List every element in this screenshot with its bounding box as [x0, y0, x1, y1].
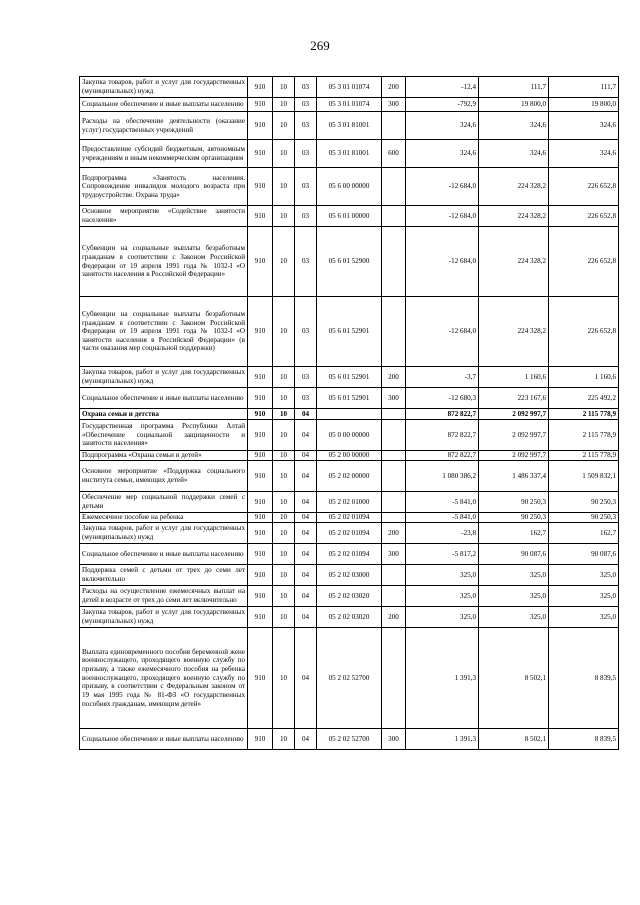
cell-amount-3: 90 087,6	[549, 544, 619, 565]
cell-amount-3: 226 652,8	[549, 297, 619, 367]
cell-ved: 910	[248, 297, 273, 367]
cell-target-article: 05 3 01 81001	[317, 140, 382, 168]
cell-amount-1: 324,6	[406, 112, 479, 140]
cell-razdel: 10	[273, 98, 295, 112]
cell-target-article: 05 3 01 81001	[317, 112, 382, 140]
cell-amount-2: 1 486 337,4	[479, 461, 549, 492]
cell-podrazdel: 04	[295, 492, 317, 513]
cell-expense-type: 200	[382, 77, 406, 98]
row-name: Субвенции на социальные выплаты безработным гражданам в соответствии с Законом Российской Федерации от 19 апреля 1991 года № 1032-I «О занятости населения в Российской Федерации» (в части оказания мер социальной поддержки)	[80, 297, 248, 367]
cell-amount-2: 325,0	[479, 586, 549, 607]
cell-target-article: 05 2 02 03020	[317, 586, 382, 607]
cell-podrazdel: 04	[295, 523, 317, 544]
cell-amount-2: 90 250,3	[479, 492, 549, 513]
cell-amount-1: -12 684,0	[406, 168, 479, 206]
table-row	[80, 297, 619, 367]
cell-amount-3: 8 839,5	[549, 628, 619, 729]
cell-amount-2: 90 250,3	[479, 513, 549, 523]
budget-table	[79, 76, 619, 750]
cell-amount-3: 90 250,3	[549, 492, 619, 513]
cell-amount-1: -12 684,0	[406, 297, 479, 367]
cell-podrazdel: 04	[295, 420, 317, 451]
cell-razdel: 10	[273, 513, 295, 523]
cell-amount-3: 2 115 778,9	[549, 409, 619, 420]
cell-target-article: 05 2 00 00000	[317, 451, 382, 461]
cell-target-article: 05 2 02 03000	[317, 565, 382, 586]
cell-expense-type: 200	[382, 367, 406, 388]
cell-podrazdel: 03	[295, 206, 317, 227]
cell-podrazdel: 04	[295, 607, 317, 628]
cell-ved: 910	[248, 168, 273, 206]
cell-razdel: 10	[273, 77, 295, 98]
cell-ved: 910	[248, 77, 273, 98]
cell-target-article: 05 2 02 52700	[317, 628, 382, 729]
cell-razdel: 10	[273, 451, 295, 461]
cell-target-article: 05 6 01 52901	[317, 297, 382, 367]
cell-razdel: 10	[273, 523, 295, 544]
cell-amount-3: 226 652,8	[549, 227, 619, 297]
row-name: Охрана семьи и детства	[80, 409, 248, 420]
table-row	[80, 492, 619, 513]
cell-expense-type: 200	[382, 523, 406, 544]
table-row	[80, 523, 619, 544]
cell-amount-2: 223 167,6	[479, 388, 549, 409]
row-name: Социальное обеспечение и иные выплаты населению	[80, 729, 248, 750]
cell-expense-type	[382, 461, 406, 492]
cell-amount-2: 19 800,0	[479, 98, 549, 112]
cell-amount-1: -12,4	[406, 77, 479, 98]
table-row	[80, 451, 619, 461]
cell-amount-1: -5 841,0	[406, 492, 479, 513]
cell-expense-type	[382, 297, 406, 367]
table-row	[80, 420, 619, 451]
cell-ved: 910	[248, 729, 273, 750]
cell-amount-3: 111,7	[549, 77, 619, 98]
cell-amount-2: 224 328,2	[479, 227, 549, 297]
cell-target-article: 05 3 01 01074	[317, 77, 382, 98]
cell-razdel: 10	[273, 628, 295, 729]
cell-podrazdel: 04	[295, 461, 317, 492]
cell-podrazdel: 04	[295, 628, 317, 729]
cell-podrazdel: 04	[295, 409, 317, 420]
cell-amount-2: 1 160,6	[479, 367, 549, 388]
cell-podrazdel: 03	[295, 168, 317, 206]
table-row	[80, 206, 619, 227]
cell-target-article: 05 6 01 00000	[317, 206, 382, 227]
cell-ved: 910	[248, 513, 273, 523]
cell-target-article: 05 2 02 01094	[317, 523, 382, 544]
table-row	[80, 112, 619, 140]
cell-target-article	[317, 409, 382, 420]
row-name: Субвенции на социальные выплаты безработным гражданам в соответствии с Законом Российской Федерации от 19 апреля 1991 года № 1032-I «О занятости населения в Российской Федерации»	[80, 227, 248, 297]
cell-amount-3: 90 250,3	[549, 513, 619, 523]
cell-amount-3: 325,0	[549, 586, 619, 607]
cell-amount-1: -12 680,3	[406, 388, 479, 409]
cell-target-article: 05 6 00 00000	[317, 168, 382, 206]
cell-target-article: 05 6 01 52900	[317, 227, 382, 297]
cell-amount-1: -12 684,0	[406, 206, 479, 227]
cell-amount-1: -3,7	[406, 367, 479, 388]
cell-expense-type	[382, 420, 406, 451]
cell-ved: 910	[248, 628, 273, 729]
cell-razdel: 10	[273, 729, 295, 750]
cell-amount-1: 325,0	[406, 565, 479, 586]
cell-amount-2: 8 502,1	[479, 729, 549, 750]
cell-podrazdel: 03	[295, 140, 317, 168]
cell-target-article: 05 3 01 01074	[317, 98, 382, 112]
table-row	[80, 140, 619, 168]
cell-ved: 910	[248, 420, 273, 451]
row-name: Закупка товаров, работ и услуг для государственных (муниципальных) нужд	[80, 523, 248, 544]
table-row	[80, 168, 619, 206]
cell-ved: 910	[248, 388, 273, 409]
cell-amount-2: 325,0	[479, 607, 549, 628]
cell-ved: 910	[248, 367, 273, 388]
cell-ved: 910	[248, 544, 273, 565]
cell-expense-type	[382, 513, 406, 523]
cell-expense-type	[382, 206, 406, 227]
cell-target-article: 05 0 00 00000	[317, 420, 382, 451]
cell-amount-3: 324,6	[549, 112, 619, 140]
cell-amount-1: -5 841,0	[406, 513, 479, 523]
cell-podrazdel: 04	[295, 513, 317, 523]
cell-ved: 910	[248, 607, 273, 628]
cell-amount-3: 225 492,2	[549, 388, 619, 409]
cell-razdel: 10	[273, 112, 295, 140]
cell-ved: 910	[248, 565, 273, 586]
cell-podrazdel: 04	[295, 451, 317, 461]
table-row	[80, 77, 619, 98]
row-name: Закупка товаров, работ и услуг для государственных (муниципальных) нужд	[80, 77, 248, 98]
cell-razdel: 10	[273, 544, 295, 565]
cell-target-article: 05 2 02 52700	[317, 729, 382, 750]
table-row	[80, 227, 619, 297]
cell-expense-type	[382, 409, 406, 420]
cell-expense-type	[382, 565, 406, 586]
cell-expense-type: 200	[382, 607, 406, 628]
table-row	[80, 367, 619, 388]
table-row	[80, 98, 619, 112]
cell-podrazdel: 04	[295, 586, 317, 607]
cell-ved: 910	[248, 409, 273, 420]
row-name: Выплата единовременного пособия беременной жене военнослужащего, проходящего военную службу по призыву, а также ежемесячного пособия на ребенка военнослужащего, проходящего военную службу по призыву, в соответствии с Федеральным законом от 19 мая 1995 года № 81-ФЗ «О государственных пособиях гражданам, имеющим детей»	[80, 628, 248, 729]
cell-amount-1: 872 822,7	[406, 451, 479, 461]
table-row	[80, 409, 619, 420]
cell-expense-type	[382, 586, 406, 607]
cell-expense-type	[382, 451, 406, 461]
cell-amount-2: 224 328,2	[479, 168, 549, 206]
row-name: Закупка товаров, работ и услуг для государственных (муниципальных) нужд	[80, 607, 248, 628]
cell-razdel: 10	[273, 388, 295, 409]
cell-amount-3: 226 652,8	[549, 168, 619, 206]
cell-target-article: 05 2 02 01094	[317, 513, 382, 523]
cell-expense-type: 300	[382, 98, 406, 112]
cell-amount-3: 226 652,8	[549, 206, 619, 227]
cell-amount-3: 325,0	[549, 607, 619, 628]
cell-amount-3: 324,6	[549, 140, 619, 168]
row-name: Социальное обеспечение и иные выплаты населению	[80, 98, 248, 112]
cell-podrazdel: 03	[295, 367, 317, 388]
table-row	[80, 544, 619, 565]
cell-razdel: 10	[273, 607, 295, 628]
cell-target-article: 05 2 02 01094	[317, 544, 382, 565]
cell-razdel: 10	[273, 565, 295, 586]
cell-expense-type	[382, 112, 406, 140]
row-name: Социальное обеспечение и иные выплаты населению	[80, 388, 248, 409]
cell-target-article: 05 2 02 03020	[317, 607, 382, 628]
row-name: Обеспечение мер социальной поддержки семей с детьми	[80, 492, 248, 513]
table-row	[80, 461, 619, 492]
cell-ved: 910	[248, 140, 273, 168]
cell-amount-2: 324,6	[479, 112, 549, 140]
cell-amount-3: 8 839,5	[549, 729, 619, 750]
cell-podrazdel: 04	[295, 544, 317, 565]
cell-ved: 910	[248, 461, 273, 492]
cell-amount-1: -792,9	[406, 98, 479, 112]
cell-amount-2: 325,0	[479, 565, 549, 586]
cell-amount-1: 872 822,7	[406, 409, 479, 420]
cell-razdel: 10	[273, 409, 295, 420]
cell-amount-2: 162,7	[479, 523, 549, 544]
row-name: Расходы на обеспечение деятельности (оказание услуг) государственных учреждений	[80, 112, 248, 140]
cell-amount-2: 8 502,1	[479, 628, 549, 729]
cell-amount-3: 162,7	[549, 523, 619, 544]
cell-expense-type: 300	[382, 544, 406, 565]
row-name: Расходы на осуществление ежемесячных выплат на детей в возрасте от трех до семи лет включительно	[80, 586, 248, 607]
cell-ved: 910	[248, 492, 273, 513]
cell-amount-1: 325,0	[406, 586, 479, 607]
cell-amount-1: 324,6	[406, 140, 479, 168]
table-row	[80, 586, 619, 607]
cell-razdel: 10	[273, 297, 295, 367]
cell-razdel: 10	[273, 586, 295, 607]
cell-target-article: 05 2 02 01000	[317, 492, 382, 513]
cell-ved: 910	[248, 98, 273, 112]
cell-ved: 910	[248, 451, 273, 461]
cell-podrazdel: 03	[295, 227, 317, 297]
cell-podrazdel: 03	[295, 388, 317, 409]
table-row	[80, 565, 619, 586]
cell-amount-1: 325,0	[406, 607, 479, 628]
cell-amount-2: 2 092 997,7	[479, 409, 549, 420]
cell-podrazdel: 04	[295, 565, 317, 586]
cell-amount-1: -23,8	[406, 523, 479, 544]
cell-razdel: 10	[273, 420, 295, 451]
cell-ved: 910	[248, 227, 273, 297]
cell-razdel: 10	[273, 492, 295, 513]
cell-expense-type: 300	[382, 729, 406, 750]
cell-target-article: 05 2 02 00000	[317, 461, 382, 492]
cell-amount-3: 1 509 832,1	[549, 461, 619, 492]
cell-podrazdel: 03	[295, 98, 317, 112]
cell-ved: 910	[248, 586, 273, 607]
row-name: Основное мероприятие «Поддержка социального института семьи, имеющих детей»	[80, 461, 248, 492]
cell-ved: 910	[248, 206, 273, 227]
cell-amount-3: 1 160,6	[549, 367, 619, 388]
cell-ved: 910	[248, 112, 273, 140]
cell-amount-2: 90 087,6	[479, 544, 549, 565]
cell-amount-2: 324,6	[479, 140, 549, 168]
row-name: Закупка товаров, работ и услуг для государственных (муниципальных) нужд	[80, 367, 248, 388]
row-name: Предоставление субсидий бюджетным, автономным учреждениям и иным некоммерческим организациям	[80, 140, 248, 168]
row-name: Ежемесячное пособие на ребенка	[80, 513, 248, 523]
cell-amount-1: 1 391,3	[406, 729, 479, 750]
cell-podrazdel: 03	[295, 297, 317, 367]
cell-razdel: 10	[273, 227, 295, 297]
table-row	[80, 729, 619, 750]
cell-ved: 910	[248, 523, 273, 544]
cell-expense-type	[382, 227, 406, 297]
cell-amount-2: 2 092 997,7	[479, 451, 549, 461]
cell-amount-3: 2 115 778,9	[549, 451, 619, 461]
row-name: Подпрограмма «Охрана семьи и детей»	[80, 451, 248, 461]
cell-expense-type: 600	[382, 140, 406, 168]
cell-podrazdel: 04	[295, 729, 317, 750]
cell-amount-1: -12 684,0	[406, 227, 479, 297]
cell-razdel: 10	[273, 168, 295, 206]
cell-amount-3: 2 115 778,9	[549, 420, 619, 451]
cell-amount-2: 224 328,2	[479, 206, 549, 227]
cell-razdel: 10	[273, 367, 295, 388]
cell-amount-2: 111,7	[479, 77, 549, 98]
cell-amount-3: 325,0	[549, 565, 619, 586]
cell-razdel: 10	[273, 461, 295, 492]
cell-amount-2: 224 328,2	[479, 297, 549, 367]
cell-podrazdel: 03	[295, 77, 317, 98]
table-row	[80, 628, 619, 729]
cell-podrazdel: 03	[295, 112, 317, 140]
cell-expense-type	[382, 168, 406, 206]
cell-amount-1: 1 080 386,2	[406, 461, 479, 492]
row-name: Основное мероприятие «Содействие занятости населения»	[80, 206, 248, 227]
cell-target-article: 05 6 01 52901	[317, 367, 382, 388]
cell-razdel: 10	[273, 140, 295, 168]
cell-amount-1: 872 822,7	[406, 420, 479, 451]
cell-razdel: 10	[273, 206, 295, 227]
cell-expense-type: 300	[382, 388, 406, 409]
cell-amount-3: 19 800,0	[549, 98, 619, 112]
cell-target-article: 05 6 01 52901	[317, 388, 382, 409]
page-number: 269	[310, 38, 330, 53]
table-row	[80, 388, 619, 409]
table-row	[80, 513, 619, 523]
row-name: Подпрограмма «Занятость населения. Сопровождение инвалидов молодого возраста при трудоустройстве. Охрана труда»	[80, 168, 248, 206]
row-name: Государственная программа Республики Алтай «Обеспечение социальной защищенности и занятости населения»	[80, 420, 248, 451]
cell-expense-type	[382, 628, 406, 729]
table-row	[80, 607, 619, 628]
row-name: Социальное обеспечение и иные выплаты населению	[80, 544, 248, 565]
cell-amount-1: 1 391,3	[406, 628, 479, 729]
cell-amount-1: -5 817,2	[406, 544, 479, 565]
cell-amount-2: 2 092 997,7	[479, 420, 549, 451]
cell-expense-type	[382, 492, 406, 513]
row-name: Поддержка семей с детьми от трех до семи лет включительно	[80, 565, 248, 586]
